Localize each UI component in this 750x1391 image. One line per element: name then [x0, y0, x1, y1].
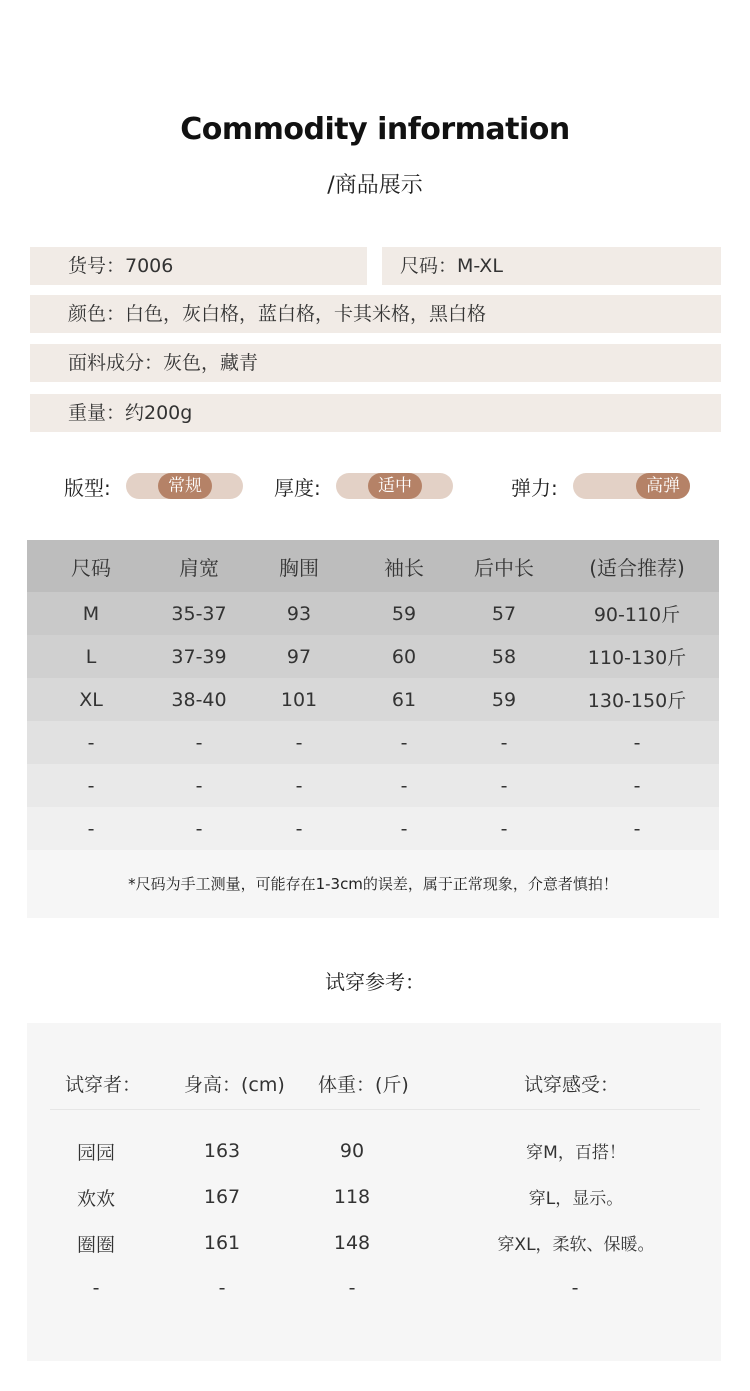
tester-feeling: 穿XL，柔软、保暖。: [497, 1235, 655, 1255]
table-cell: XL: [79, 688, 103, 711]
page-subtitle: /商品展示: [327, 173, 423, 198]
table-cell: 59: [391, 602, 417, 625]
fit-value: 常规: [158, 473, 212, 499]
table-cell: L: [85, 645, 97, 668]
table-cell: -: [195, 731, 203, 754]
header-sleeve: 袖长: [384, 555, 424, 580]
table-cell: -: [633, 731, 641, 754]
tester-feeling: -: [571, 1277, 579, 1299]
thickness-indicator: [336, 473, 453, 499]
header-size: 尺码: [71, 555, 111, 580]
tester-height: -: [218, 1277, 226, 1299]
tester-name: -: [92, 1277, 100, 1299]
table-cell: -: [195, 774, 203, 797]
table-cell: -: [500, 817, 508, 840]
table-row: [27, 721, 719, 764]
table-row: [27, 592, 719, 635]
size-table: [27, 540, 719, 850]
table-cell: 101: [280, 688, 318, 711]
table-cell: 110-130斤: [587, 647, 687, 669]
table-cell: -: [500, 774, 508, 797]
try-on-title: 试穿参考：: [325, 970, 425, 994]
table-row: [27, 635, 719, 678]
table-cell: 90-110斤: [593, 604, 681, 626]
table-cell: 57: [491, 602, 517, 625]
item-number: 货号：7006: [30, 247, 367, 285]
header-length: 后中长: [474, 555, 534, 580]
table-cell: 61: [391, 688, 417, 711]
table-cell: 37-39: [171, 645, 227, 668]
table-row: [27, 678, 719, 721]
page-title: Commodity information: [180, 112, 570, 147]
fit-label: 版型:: [64, 476, 111, 500]
tester-name: 欢欢: [76, 1188, 115, 1210]
table-cell: -: [195, 817, 203, 840]
thickness-label: 厚度:: [274, 476, 321, 500]
header-recommend: (适合推荐): [589, 555, 685, 580]
tester-name: 园园: [76, 1142, 115, 1164]
fabric-composition: 面料成分：灰色，藏青: [30, 344, 721, 382]
color-options: 颜色：白色，灰白格，蓝白格，卡其米格，黑白格: [30, 295, 721, 333]
try-on-divider: [50, 1109, 700, 1110]
tester-weight: 118: [333, 1186, 371, 1208]
table-cell: 35-37: [171, 602, 227, 625]
table-cell: -: [295, 817, 303, 840]
table-cell: -: [87, 774, 95, 797]
table-cell: M: [82, 602, 100, 625]
tester-name: 圈圈: [76, 1234, 115, 1256]
table-cell: -: [400, 817, 408, 840]
header-shoulder: 肩宽: [179, 555, 219, 580]
weight-info: 重量：约200g: [30, 394, 721, 432]
table-cell: 130-150斤: [587, 690, 687, 712]
tester-weight: 90: [339, 1140, 365, 1162]
table-cell: 58: [491, 645, 517, 668]
tester-feeling: 穿L，显示。: [528, 1189, 624, 1209]
table-row: [27, 807, 719, 850]
elasticity-indicator: [573, 473, 690, 499]
table-cell: 59: [491, 688, 517, 711]
table-cell: -: [400, 731, 408, 754]
tester-height: 167: [203, 1186, 241, 1208]
header-weight: 体重：(斤): [318, 1074, 409, 1096]
table-cell: 97: [286, 645, 312, 668]
tester-feeling: 穿M，百搭！: [526, 1143, 626, 1163]
table-cell: -: [633, 774, 641, 797]
elasticity-value: 高弹: [636, 473, 690, 499]
measurement-note: *尺码为手工测量，可能存在1-3cm的误差，属于正常现象，介意者慎拍！: [27, 850, 719, 918]
thickness-value: 适中: [368, 473, 422, 499]
header-tester: 试穿者：: [65, 1074, 142, 1096]
header-feeling: 试穿感受：: [524, 1074, 620, 1096]
table-cell: -: [295, 731, 303, 754]
table-row: [27, 764, 719, 807]
size-range: 尺码：M-XL: [382, 247, 721, 285]
table-cell: 38-40: [171, 688, 227, 711]
size-table-header: [27, 540, 719, 592]
table-cell: -: [400, 774, 408, 797]
tester-height: 161: [203, 1232, 241, 1254]
table-cell: 93: [286, 602, 312, 625]
tester-weight: 148: [333, 1232, 371, 1254]
table-cell: -: [633, 817, 641, 840]
table-cell: -: [87, 817, 95, 840]
tester-weight: -: [348, 1277, 356, 1299]
table-cell: 60: [391, 645, 417, 668]
table-cell: -: [295, 774, 303, 797]
header-height: 身高：(cm): [184, 1074, 285, 1096]
fit-indicator: [126, 473, 243, 499]
tester-height: 163: [203, 1140, 241, 1162]
table-cell: -: [500, 731, 508, 754]
table-cell: -: [87, 731, 95, 754]
header-chest: 胸围: [279, 555, 319, 580]
elasticity-label: 弹力:: [511, 476, 558, 500]
